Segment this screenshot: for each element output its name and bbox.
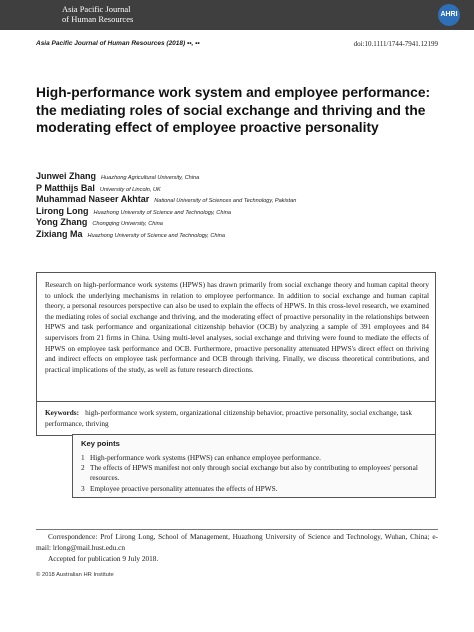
key-point-item [81, 463, 431, 483]
abstract-box [36, 272, 436, 436]
author-list [36, 166, 438, 239]
key-point-number: 1 [81, 453, 85, 462]
author-name: P Matthijs Bal [36, 182, 95, 193]
author-affiliation: University of Lincoln, UK [99, 186, 161, 193]
journal-citation: Asia Pacific Journal of Human Resources (2018) ••, •• [36, 40, 200, 47]
key-point-number: 2 [81, 463, 85, 473]
citation-row [36, 40, 438, 50]
journal-brand [62, 4, 133, 24]
key-point-item [81, 484, 431, 494]
author-name: Muhammad Naseer Akhtar [36, 194, 150, 204]
author-affiliation: National University of Sciences and Technology, Pakistan [154, 198, 297, 204]
correspondence-note: Correspondence: Prof Lirong Long, School of Management, Huazhong University of Science and Technology, Wuhan, China; e-mail: lrlong@mail.hust.edu.cn [36, 532, 438, 552]
doi[interactable]: doi:10.1111/1744-7941.12199 [353, 40, 438, 48]
key-points-box [72, 434, 436, 498]
author-affiliation: Huazhong Agricultural University, China [101, 175, 200, 181]
key-point-number: 3 [81, 483, 85, 493]
keywords-text: high-performance work system, organizational citizenship behavior, proactive personality, social exchange, task performance, thriving [45, 408, 413, 428]
key-point-text: High-performance work systems (HPWS) can enhance employee performance. [90, 453, 321, 462]
footnote-divider [36, 529, 438, 530]
author-name: Zixiang Ma [36, 228, 83, 239]
keywords [45, 408, 429, 429]
author [36, 224, 438, 239]
journal-header-bar [0, 0, 474, 30]
key-points-title: Key points [81, 439, 120, 448]
key-point-item [81, 453, 431, 463]
author-affiliation: Huazhong University of Science and Technology, China [93, 209, 231, 216]
author [36, 166, 438, 181]
abstract-text: Research on high-performance work systems (HPWS) has drawn primarily from social exchange theory and human capital theory to unlock the underlying mechanisms in relation to employee performance. In addition to social exchange and human capital theory, a personal resources perspective can also be used to explain the effects of HPWS. In this cross-level research, we examined the mediating roles of social exchange and thriving, and the moderating effect of proactive personality in the relationships between HPWS and task performance and organizational citizenship behavior (OCB) by analyzing a sample of 391 employees and 84 supervisors from 21 firms in China. Using multi-level analyses, social exchange and thriving were found to mediate the effects of HPWS on employee task performance and OCB. Furthermore, proactive personality attenuated HPWS's direct effect on thriving and indirect effects on employee task performance and OCB through thriving. Finally, we discuss theoretical contributions, and practical implications of the study, as well as future research directions. [45, 280, 429, 374]
key-point-text: Employee proactive personality attenuates the effects of HPWS. [90, 483, 278, 493]
author-affiliation: Huazhong University of Science and Technology, China [87, 232, 225, 239]
accepted-note: Accepted for publication 9 July 2018. [48, 554, 159, 563]
author-name: Junwei Zhang [36, 171, 97, 181]
author-affiliation: Chongqing University, China [92, 221, 163, 227]
journal-brand-line1: Asia Pacific Journal [62, 4, 131, 14]
paper-title: High-performance work system and employee performance: the mediating roles of social exchange and thriving and the moderating effect of employee proactive personality [36, 85, 431, 135]
keywords-divider [37, 401, 435, 402]
key-points-list [81, 453, 431, 494]
ahri-logo: AHRI [438, 4, 460, 26]
copyright-notice: © 2018 Australian HR Institute [36, 572, 114, 578]
author-name: Lirong Long [36, 205, 89, 216]
key-point-text: The effects of HPWS manifest not only through social exchange but also by contributing to employees' personal resources. [90, 463, 418, 483]
author [36, 178, 438, 193]
journal-brand-line2: of Human Resources [62, 14, 134, 24]
keywords-label: Keywords: [45, 408, 80, 417]
author-name: Yong Zhang [36, 217, 88, 227]
